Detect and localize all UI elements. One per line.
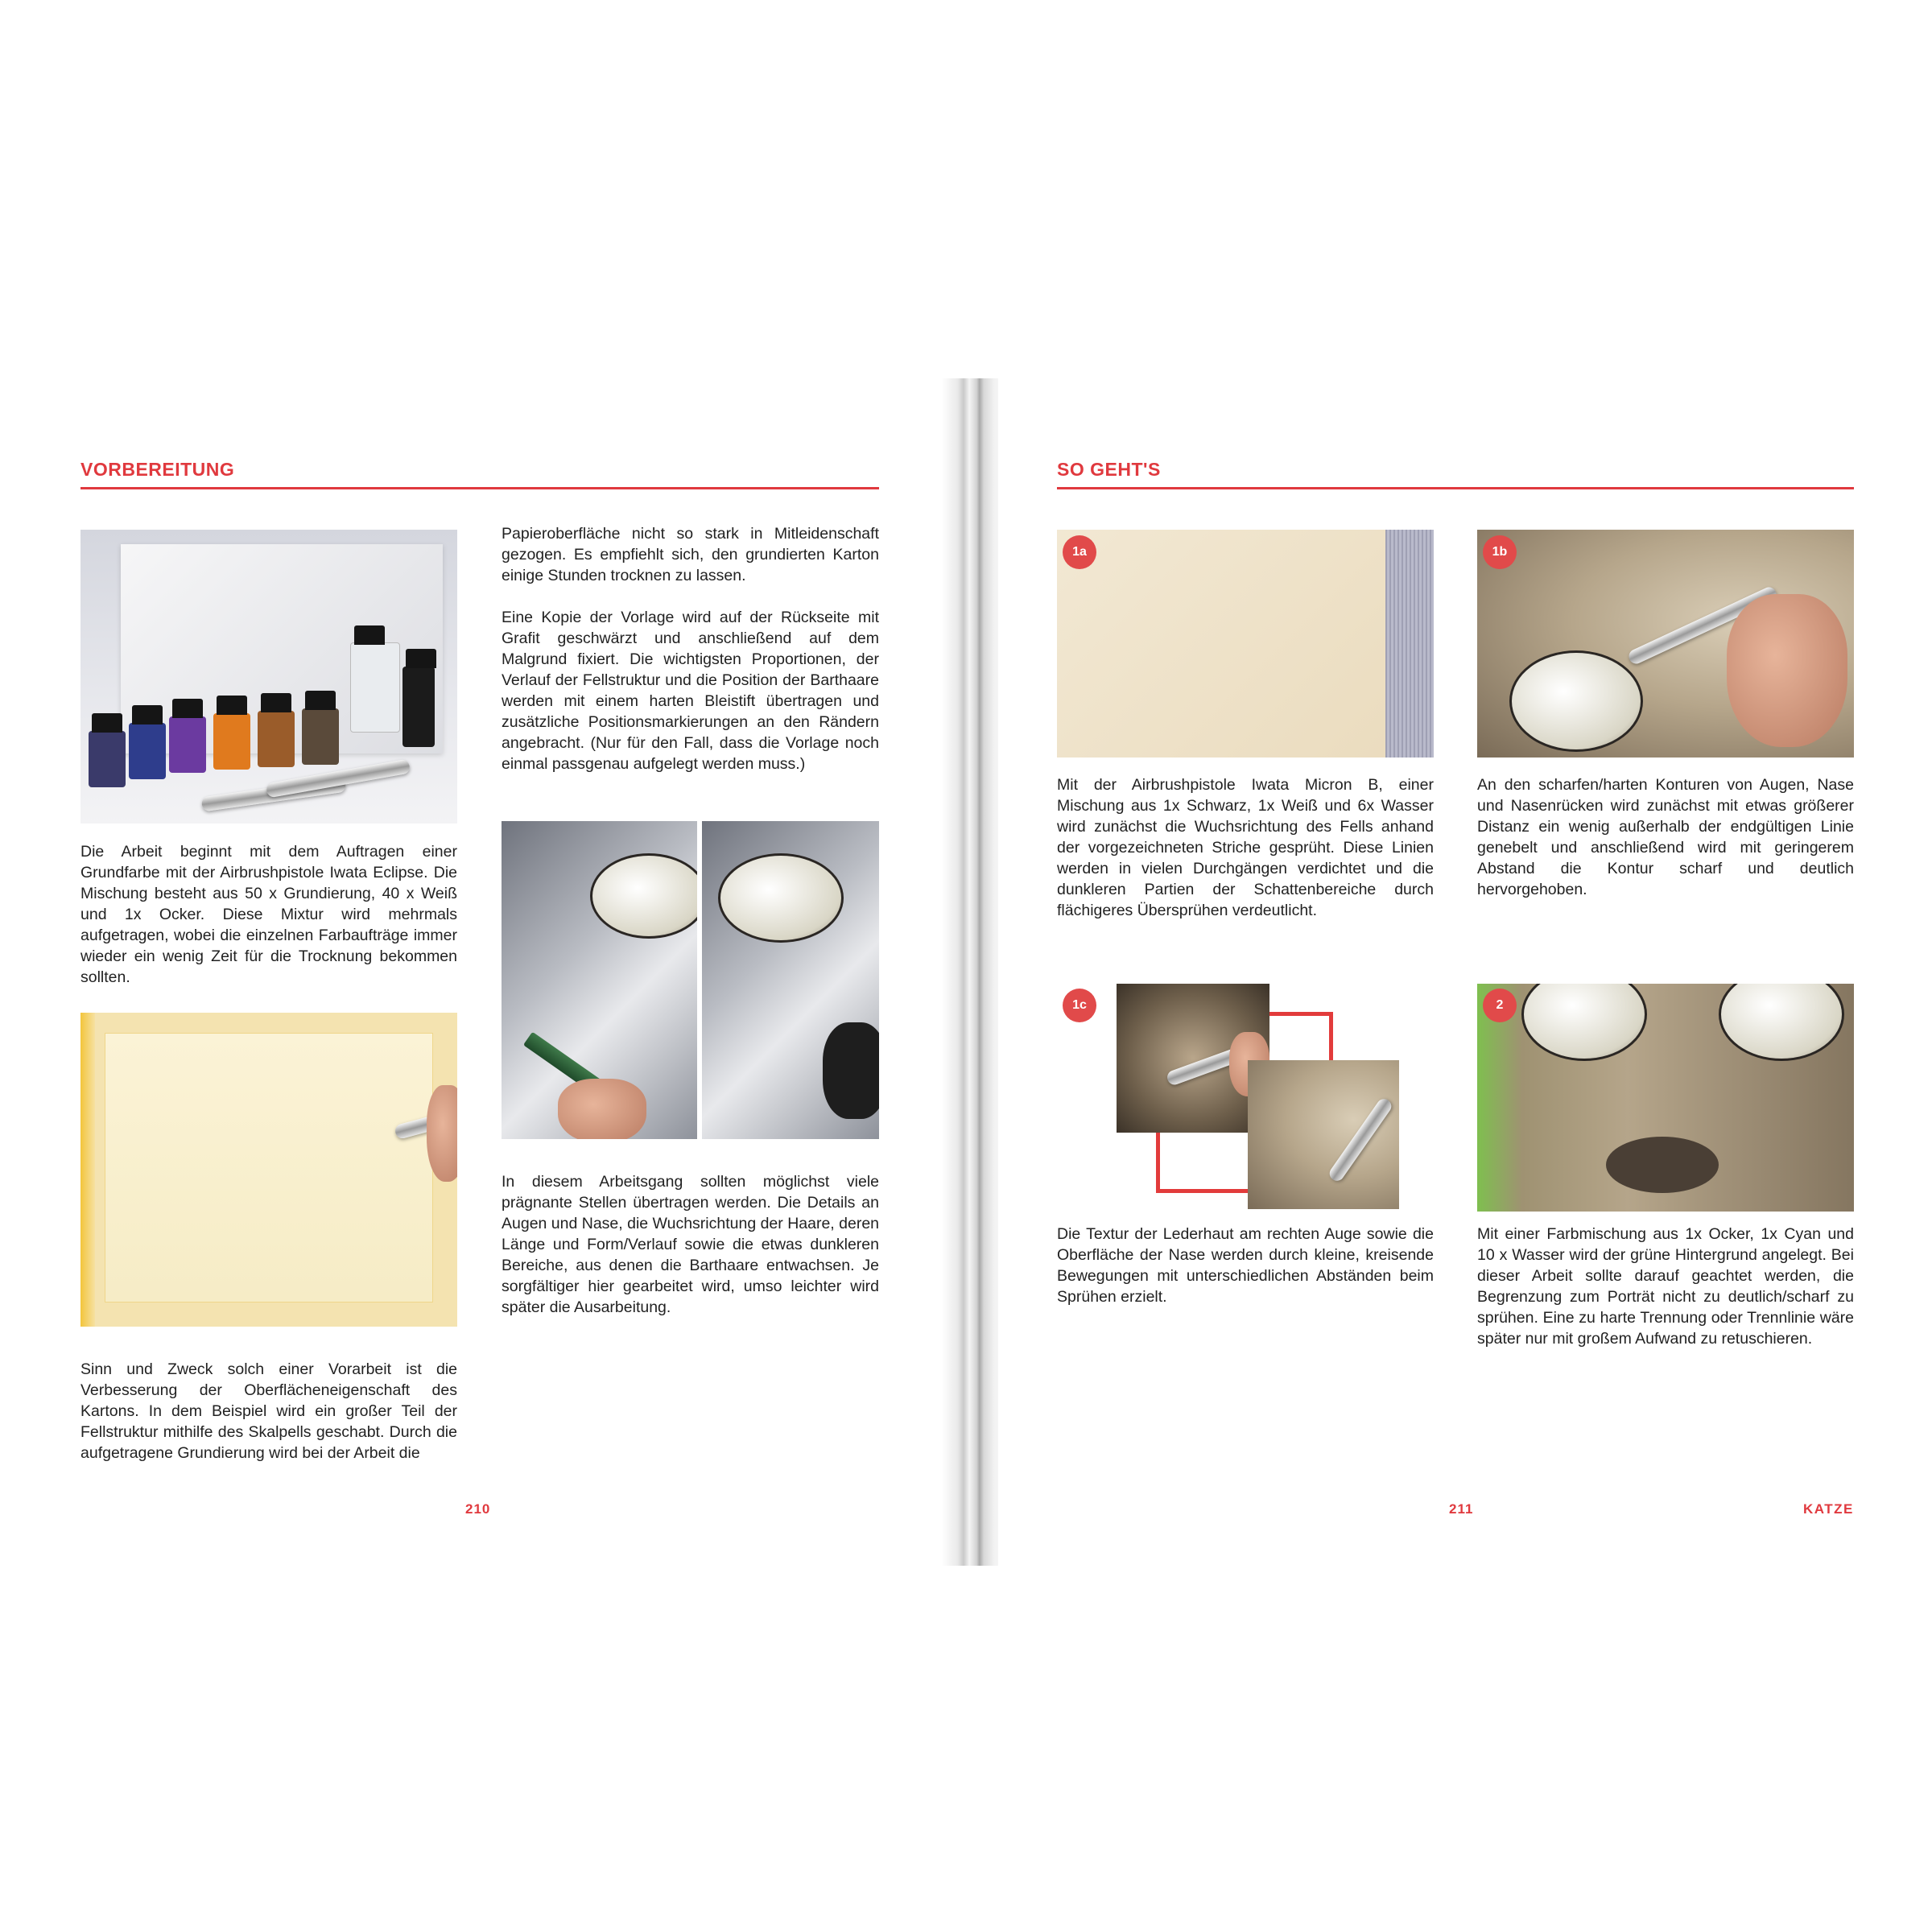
transfer-photo-1 (502, 821, 697, 1139)
section-title-vorbereitung: VORBEREITUNG (80, 459, 235, 480)
left-col1-paragraph-2: Sinn und Zweck solch einer Vorarbeit ist die Verbesserung der Oberflächeneigenschaft des Kartons. In dem Beispiel wird ein großer Teil der Fellstruktur mithilfe des Skalpells geschabt. Durch die aufgetragene Grundierung wird bei der Arbeit die (80, 1360, 457, 1462)
supplies-photo (80, 530, 457, 824)
left-col1-paragraph-1: Die Arbeit beginnt mit dem Auftragen einer Grundfarbe mit der Airbrushpistole Iwata Eclipse. Die Mischung besteht aus 50 x Grundierung, 40 x Weiß und 1x Ocker. Diese Mixtur wird mehrmals aufgetragen, wobei die einzelnen Farbaufträge immer wieder ein wenig Zeit für die Trocknung bekommen sollten. (80, 843, 457, 986)
step-1c-photo-1 (1117, 984, 1269, 1133)
step-2-text: Mit einer Farbmischung aus 1x Ocker, 1x Cyan und 10 x Wasser wird der grüne Hintergrund angelegt. Bei dieser Arbeit sollte darauf geachtet werden, die Begrenzung zum Porträt nicht zu deutlich/scharf zu sprühen. Eine zu harte Trennung oder Trennlinie wäre später nur mit großem Aufwand zu retuschieren. (1477, 1225, 1854, 1348)
step-badge-1b: 1b (1483, 535, 1517, 569)
step-1b-photo (1477, 530, 1854, 758)
step-1b-text: An den scharfen/harten Konturen von Augen, Nase und Nasenrücken wird zunächst mit etwas größerer Distanz ein wenig außerhalb der endgültigen Linie genebelt und anschließend wird mit geringerem Abstand die Kontur scharf und deutlich hervorgehoben. (1477, 776, 1854, 898)
step-badge-1c: 1c (1063, 989, 1096, 1022)
step-badge-1a: 1a (1063, 535, 1096, 569)
step-1a-text: Mit der Airbrushpistole Iwata Micron B, einer Mischung aus 1x Schwarz, 1x Weiß und 6x Wasser wird zunächst die Wuchsrichtung des Fells anhand der vorgezeichneten Striche gesprüht. Diese Linien werden in vielen Durchgängen verdichtet und die dunkleren Partien der Schattenbereiche durch flächigeres Übersprühen verdeutlicht. (1057, 776, 1434, 919)
left-page (0, 378, 958, 1566)
step-badge-2: 2 (1483, 989, 1517, 1022)
book-spread (0, 378, 1932, 1566)
step-1c-text: Die Textur der Lederhaut am rechten Auge sowie die Oberfläche der Nase werden durch kleine, kreisende Bewegungen mit unterschiedlichen Abständen beim Sprühen erzielt. (1057, 1225, 1434, 1306)
transfer-photo-2 (702, 821, 879, 1139)
step-2-photo (1477, 984, 1854, 1212)
page-number-left: 210 (465, 1501, 491, 1517)
section-title-so-gehts: SO GEHT'S (1057, 459, 1161, 480)
right-page (998, 378, 1932, 1566)
step-1c-photo-2 (1248, 1060, 1399, 1209)
page-number-right: 211 (1449, 1501, 1474, 1517)
left-col2-paragraph-2: Eine Kopie der Vorlage wird auf der Rückseite mit Grafit geschwärzt und anschließend auf dem Malgrund fixiert. Die wichtigsten Proportionen, der Verlauf der Fellstruktur und die Position der Barthaare werden mit einem harten Bleistift übertragen und zusätzliche Positionsmarkierungen an den Rändern angebracht. (Nur für den Fall, dass die Vorlage noch einmal passgenau aufgelegt werden muss.) (502, 609, 879, 773)
running-head: KATZE (1803, 1501, 1854, 1517)
step-1a-photo (1057, 530, 1434, 758)
primed-board-photo (80, 1013, 457, 1327)
section-rule (80, 487, 879, 489)
section-rule (1057, 487, 1854, 489)
left-col2-paragraph-3: In diesem Arbeitsgang sollten möglichst viele prägnante Stellen übertragen werden. Die Details an Augen und Nase, die Wuchsrichtung der Haare, deren Länge und Form/Verlauf sowie die etwas dunkleren Bereiche, aus denen die Barthaare entwachsen. Je sorgfältiger hier gearbeitet wird, umso leichter wird später die Ausarbeitung. (502, 1173, 880, 1316)
left-col2-paragraph-1: Papieroberfläche nicht so stark in Mitleidenschaft gezogen. Es empfiehlt sich, den grundierten Karton einige Stunden trocknen zu lassen. (502, 525, 879, 584)
